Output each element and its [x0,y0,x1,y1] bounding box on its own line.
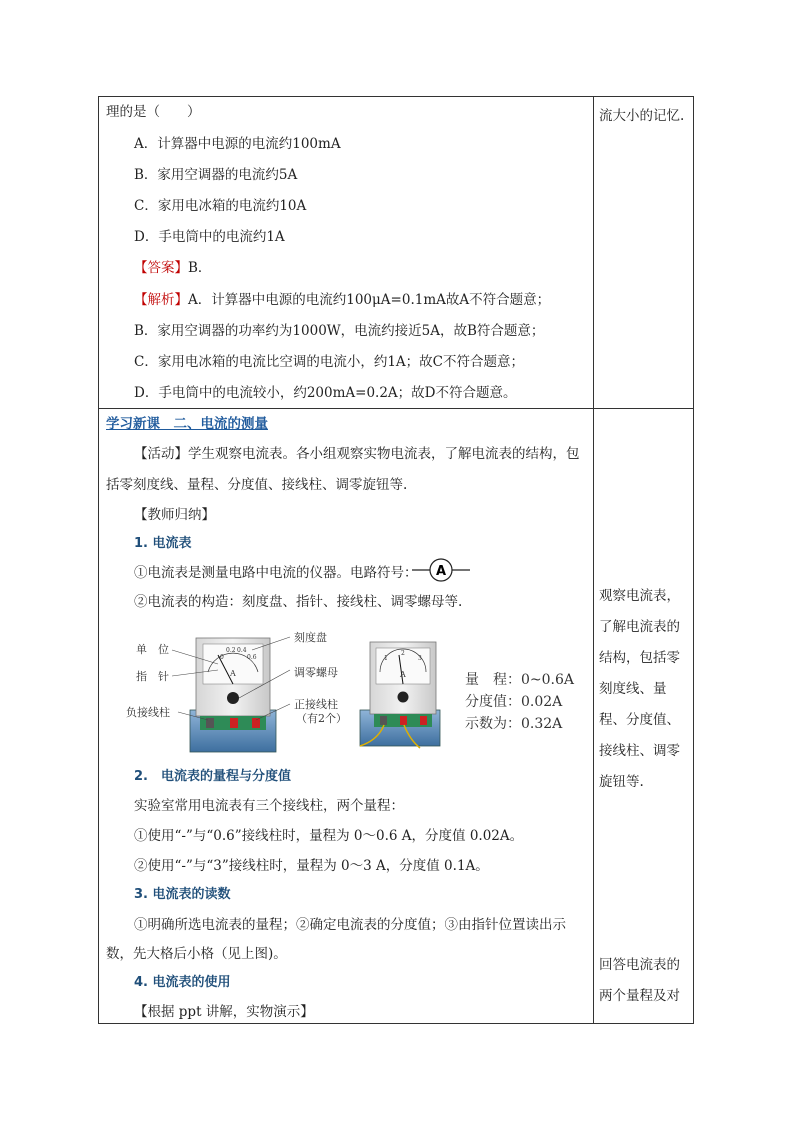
analysis-a-text: A．计算器中电源的电流约100μA=0.1mA故A不符合题意； [188,292,551,308]
reading-value [465,713,562,733]
activity-label: 【活动】 [134,446,188,462]
label-pos-terminal-note: （有2个） [296,712,347,725]
sec2-item1: ①使用“-”与“0.6”接线柱时，量程为 0～0.6 A，分度值 0.02A。 [134,828,524,844]
sec1-item2: ②电流表的构造：刻度盘、指针、接线柱、调零螺母等. [134,594,463,610]
analysis-a [134,292,550,308]
reading-value-label: 示数为： [465,716,521,732]
sec2-title: 2. 电流表的量程与分度值 [134,769,291,784]
side-note-2-line3: 结构，包括零 [599,650,680,666]
sec1-item1: ①电流表是测量电路中电流的仪器。电路符号： [134,565,418,581]
reading-range-label: 量 程： [465,672,521,688]
meter-unit: A [230,669,236,678]
side-note-2-line5: 程、分度值、 [599,712,680,728]
reading-division-value: 0.02A [521,694,563,710]
side-note-2-line2: 了解电流表的 [599,619,680,635]
sec3-line1: ①明确所选电流表的量程；②确定电流表的分度值；③由指针位置读出示 [134,917,566,933]
side-note-2-line4: 刻度线、量 [599,681,667,697]
answer [134,260,211,276]
option-a: A．计算器中电源的电流约100mA [134,136,341,152]
label-neg-terminal: 负接线柱 [126,706,170,719]
analysis-label: 【解析】 [134,292,188,308]
column-divider [593,96,594,1024]
label-unit: 单 位 [136,643,169,656]
analysis-c: C．家用电冰箱的电流比空调的电流小，约1A；故C不符合题意； [134,354,524,370]
option-b: B．家用空调器的电流约5A [134,167,298,183]
dial-big-tick-2: 2 [401,650,405,657]
sec1-title: 1. 电流表 [134,536,192,551]
question-tail: 理的是（ ） [106,104,201,120]
dial-tick-3: 0.6 [247,654,257,661]
side-note-2-line1: 观察电流表， [599,588,680,604]
sec3-line2: 数，先大格后小格（见上图)。 [106,946,287,962]
activity-line-1 [134,446,580,462]
label-dial: 刻度盘 [294,631,327,644]
reading-range [465,669,574,689]
side-note-2-line7: 旋钮等. [599,774,644,790]
label-zero-knob: 调零螺母 [294,666,338,679]
sec4-note: 【根据 ppt 讲解，实物演示】 [134,1004,314,1020]
row-divider [98,408,694,409]
section-heading: 学习新课 二、电流的测量 [106,416,268,432]
dial-big-tick-1: 1 [384,655,388,662]
analysis-d: D．手电筒中的电流较小，约200mA=0.2A；故D不符合题意。 [134,385,517,401]
option-c: C．家用电冰箱的电流约10A [134,198,307,214]
dial-tick-0: 0 [220,654,224,661]
reading-value-value: 0.32A [521,716,563,732]
ammeter-left [190,638,276,752]
dial-big-tick-3: 3 [418,655,422,662]
reading-division-label: 分度值： [465,694,521,710]
ammeter-symbol-icon [410,557,472,583]
sec2-item2: ②使用“-”与“3”接线柱时，量程为 0～3 A，分度值 0.1A。 [134,858,489,874]
sec4-title: 4. 电流表的使用 [134,975,231,990]
dial-tick-1: 0.2 [226,647,236,654]
answer-label: 【答案】 [134,260,188,276]
side-note-3-line1: 回答电流表的 [599,957,680,973]
option-d: D．手电筒中的电流约1A [134,229,285,245]
analysis-b: B．家用空调器的功率约为1000W，电流约接近5A，故B符合题意； [134,323,545,339]
activity-text: 学生观察电流表。各小组观察实物电流表，了解电流表的结构，包 [188,446,580,462]
ammeter-right [360,642,440,748]
label-pos-terminal: 正接线柱 [294,698,338,711]
answer-value: B． [188,260,212,276]
sec3-title: 3. 电流表的读数 [134,887,231,902]
activity-line-2: 括零刻度线、量程、分度值、接线柱、调零旋钮等. [106,477,408,493]
meter-unit-right: A [400,670,406,679]
side-note-1: 流大小的记忆. [599,108,685,124]
teacher-summary: 【教师归纳】 [134,507,215,523]
symbol-letter: A [435,564,447,579]
side-note-3-line2: 两个量程及对 [599,988,680,1004]
label-pointer: 指 针 [136,670,169,683]
dial-tick-2: 0.4 [237,647,247,654]
reading-range-value: 0~0.6A [521,672,575,688]
sec2-intro: 实验室常用电流表有三个接线柱，两个量程： [134,798,404,814]
side-note-2-line6: 接线柱、调零 [599,743,680,759]
reading-division [465,691,562,711]
